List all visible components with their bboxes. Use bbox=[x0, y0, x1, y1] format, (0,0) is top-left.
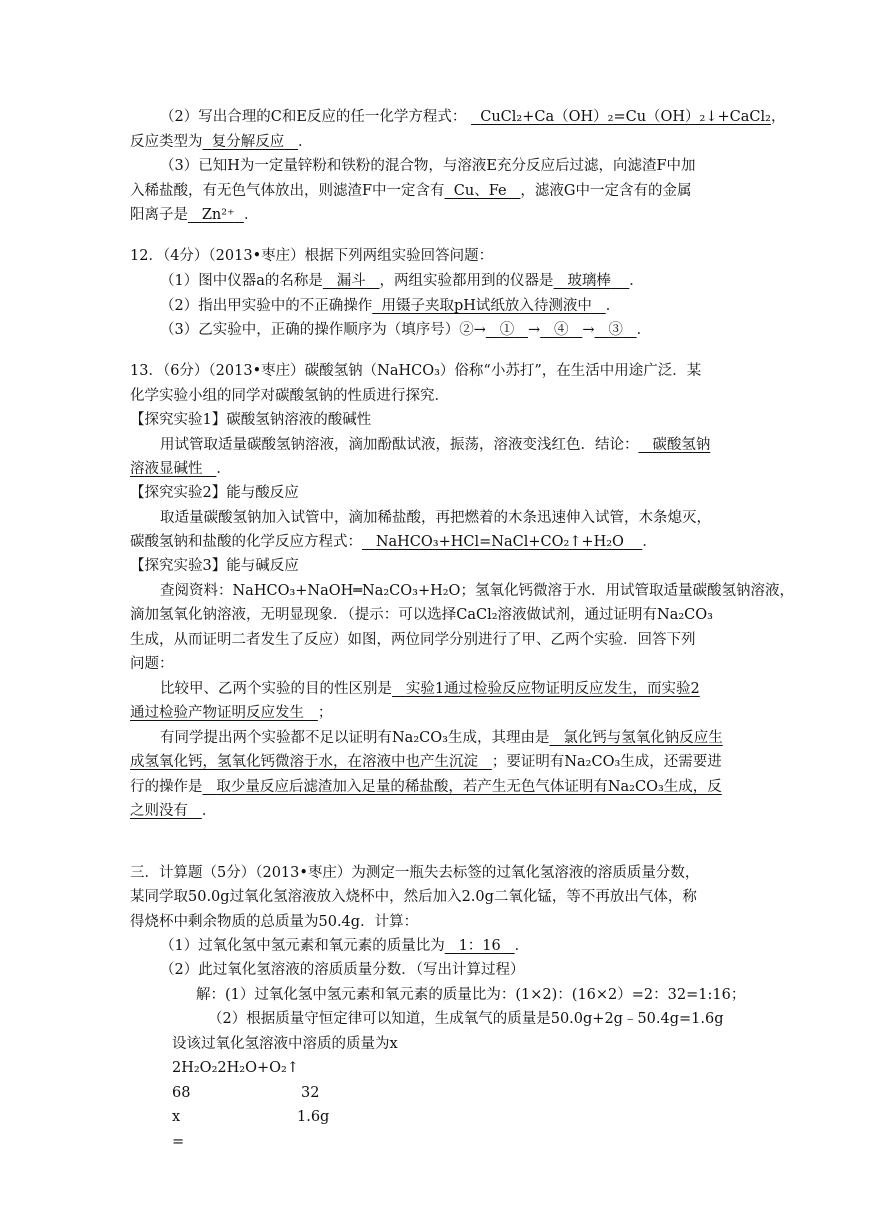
q12-l1-answer1 bbox=[323, 273, 380, 289]
q13-compare-answer-b-text: 通过检验产物证明反应发生 bbox=[130, 705, 304, 721]
q13-exp3-heading bbox=[130, 554, 299, 578]
calc-q1-end: ． bbox=[514, 938, 530, 954]
q12-l1-answer2-text: 玻璃棒 bbox=[567, 273, 611, 289]
q13-exp2-line1 bbox=[160, 506, 711, 530]
q13-why-answer-c-text: 取少量反应后滤渣加入足量的稀盐酸，若产生无色气体证明有Na₂CO₃生成，反 bbox=[216, 779, 722, 795]
q12-l1-end: ． bbox=[629, 273, 644, 289]
q12-l1-answer2 bbox=[554, 273, 630, 289]
q13-exp2-end: ． bbox=[642, 534, 657, 550]
calc-equation bbox=[172, 1056, 299, 1080]
calc-ratio-row1 bbox=[172, 1081, 190, 1105]
q13-exp1-text: 用试管取适量碳酸氢钠溶液，滴加酚酞试液，振荡，溶液变浅红色．结论： bbox=[160, 437, 639, 453]
q13-why-answer-a bbox=[549, 730, 722, 746]
q13-exp3-text-b: 滴加氢氧化钠溶液，无明显现象．（提示：可以选择CaCl₂溶液做试剂，通过证明有Na₂CO₃ bbox=[130, 607, 713, 623]
q12-l3-answer1-text: ① bbox=[499, 322, 515, 338]
q12-l1-text-b: ，两组实验都用到的仪器是 bbox=[379, 273, 554, 289]
q13-exp3-line3 bbox=[130, 628, 696, 652]
q13-exp2-answer-text: NaHCO₃+HCl=NaCl+CO₂↑+H₂O bbox=[375, 534, 624, 550]
q13-exp1-heading-text: 【探究实验1】碳酸氢钠溶液的酸碱性 bbox=[130, 412, 372, 428]
q13-title-text-a: 13．（6分）（2013•枣庄）碳酸氢钠（NaHCO₃）俗称“小苏打”，在生活中用途广泛．某 bbox=[130, 363, 702, 379]
calc-q1 bbox=[160, 934, 529, 958]
q11-part2-answer bbox=[471, 109, 771, 125]
q13-why-line2 bbox=[130, 750, 722, 774]
q13-compare-text: 比较甲、乙两个实验的目的性区别是 bbox=[160, 681, 392, 697]
calc-ratio-row1-b bbox=[301, 1081, 319, 1105]
calc-equals-sign: = bbox=[172, 1134, 185, 1150]
q11-reaction-type-answer-text: 复分解反应 bbox=[211, 134, 285, 150]
calc-q1-answer-text: 1：16 bbox=[458, 938, 501, 954]
q13-why-answer-d-text: 之则没有 bbox=[130, 803, 188, 819]
q12-l3-answer3-text: ③ bbox=[608, 322, 623, 338]
q11-part3-text-c: 阳离子是 bbox=[130, 207, 188, 223]
q13-exp3-line1 bbox=[160, 579, 794, 603]
q13-why-end: ． bbox=[201, 803, 217, 819]
calc-title-text-a: 三．计算题（5分）（2013•枣庄）为测定一瓶失去标签的过氧化氢溶液的溶质质量分数， bbox=[130, 865, 700, 881]
calc-q2-text: （2）此过氧化氢溶液的溶质质量分数．（写出计算过程） bbox=[160, 962, 525, 978]
q13-exp1-answer-a-text: 碳酸氢钠 bbox=[652, 437, 711, 453]
q13-title-line2 bbox=[130, 384, 449, 408]
q11-reaction-type-end: ． bbox=[298, 134, 313, 150]
q11-residue-answer bbox=[445, 183, 521, 199]
q13-exp2-heading bbox=[130, 481, 299, 505]
q13-compare-answer-a-text: 实验1通过检验反应物证明反应发生，而实验2 bbox=[405, 681, 700, 697]
q13-exp2-text-b: 碳酸氢钠和盐酸的化学反应方程式： bbox=[130, 534, 362, 550]
calc-ratio-row2 bbox=[172, 1105, 180, 1129]
q12-title bbox=[130, 244, 493, 268]
q13-exp1-line1 bbox=[160, 433, 710, 457]
q13-why-line4 bbox=[130, 799, 216, 823]
calc-title-line2 bbox=[130, 885, 697, 909]
q13-why-text-b: ；要证明有Na₂CO₃生成，还需要进 bbox=[491, 754, 722, 770]
q12-l2-text: （2）指出甲实验中的不正确操作 bbox=[160, 298, 373, 314]
q11-part3-text-c-end: ． bbox=[243, 207, 259, 223]
q13-exp3-heading-text: 【探究实验3】能与碱反应 bbox=[130, 558, 299, 574]
calc-title-line1 bbox=[130, 861, 699, 885]
calc-ratio-1-6g: 1.6g bbox=[297, 1109, 330, 1125]
q11-cation-answer bbox=[188, 207, 244, 223]
q11-reaction-type-answer bbox=[203, 134, 299, 150]
q13-title-line1 bbox=[130, 359, 701, 383]
q12-l3-answer1 bbox=[486, 322, 528, 338]
q11-part2-line2 bbox=[130, 130, 313, 154]
q13-exp2-answer bbox=[362, 534, 642, 550]
q13-why-line1 bbox=[160, 726, 723, 750]
calc-q1-text: （1）过氧化氢中氢元素和氧元素的质量比为 bbox=[160, 938, 445, 954]
calc-title-line3 bbox=[130, 910, 418, 934]
q11-part3-text-a: （3）已知H为一定量锌粉和铁粉的混合物，与溶液E充分反应后过滤，向滤渣F中加 bbox=[160, 158, 696, 174]
calc-equation-text: 2H₂O₂2H₂O+O₂↑ bbox=[172, 1060, 299, 1076]
q13-compare-end: ； bbox=[317, 705, 333, 721]
q12-l3-text: （3）乙实验中，正确的操作顺序为（填序号）②→ bbox=[160, 322, 486, 338]
calc-title-text-b: 某同学取50.0g过氧化氢溶液放入烧杯中，然后加入2.0g二氧化锰，等不再放出气体，称 bbox=[130, 889, 697, 905]
q12-l3-answer2-text: ④ bbox=[554, 322, 569, 338]
q11-part3-text-b-end: ，滤液G中一定含有的金属 bbox=[520, 183, 692, 199]
calc-ratio-68: 68 bbox=[172, 1085, 191, 1101]
q11-residue-answer-text: Cu、Fe bbox=[453, 183, 507, 199]
q11-part2-end: ， bbox=[770, 109, 786, 125]
q13-why-text-c: 行的操作是 bbox=[130, 779, 203, 795]
calc-equals-row bbox=[172, 1130, 184, 1154]
q13-why-answer-d bbox=[130, 803, 202, 819]
q13-compare-line1 bbox=[160, 677, 700, 701]
calc-ratio-row2-b bbox=[297, 1105, 329, 1129]
calc-solution-text-2: （2）根据质量守恒定律可以知道，生成氧气的质量是50.0g+2g﹣50.4g=1.6g bbox=[208, 1011, 724, 1027]
q13-exp1-answer-b bbox=[130, 461, 216, 477]
q12-l3-arrow1: → bbox=[528, 322, 541, 338]
q12-l2-answer-text: 用镊子夹取pH试纸放入待测液中 bbox=[381, 298, 592, 314]
q11-part3-text-b: 入稀盐酸，有无色气体放出，则滤渣F中一定含有 bbox=[130, 183, 445, 199]
q13-why-answer-a-text: 氯化钙与氢氧化钠反应生 bbox=[563, 730, 723, 746]
q11-part3-line2 bbox=[130, 179, 692, 203]
q13-compare-answer-b bbox=[130, 705, 318, 721]
calc-q2 bbox=[160, 958, 524, 982]
calc-title-text-c: 得烧杯中剩余物质的总质量为50.4g．计算： bbox=[130, 914, 419, 930]
q13-why-answer-b-text: 成氢氧化钙，氢氧化钙微溶于水，在溶液中也产生沉淀 bbox=[130, 754, 478, 770]
calc-ratio-32: 32 bbox=[301, 1085, 320, 1101]
q13-exp1-end: ． bbox=[216, 461, 231, 477]
calc-solution-text-1: 解：(1）过氧化氢中氢元素和氧元素的质量比为：(1×2)：(16×2）=2：32=1:16； bbox=[196, 987, 746, 1003]
q12-l1-text-a: （1）图中仪器a的名称是 bbox=[160, 273, 323, 289]
q13-exp3-text-d: 问题： bbox=[130, 656, 174, 672]
calc-solution-line1 bbox=[196, 983, 745, 1007]
calc-solution-line2 bbox=[208, 1007, 724, 1031]
q12-l3-end: ． bbox=[636, 322, 652, 338]
q13-exp1-line2 bbox=[130, 457, 231, 481]
q13-why-answer-b bbox=[130, 754, 492, 770]
q13-exp2-heading-text: 【探究实验2】能与酸反应 bbox=[130, 485, 299, 501]
q12-l2-answer bbox=[372, 298, 605, 314]
calc-solution-line3 bbox=[172, 1032, 398, 1056]
q13-exp1-answer-a bbox=[639, 437, 711, 453]
q13-why-answer-c bbox=[203, 779, 722, 795]
q13-exp3-line2 bbox=[130, 603, 713, 627]
q12-l2-end: ． bbox=[605, 298, 621, 314]
q11-cation-answer-text: Zn²⁺ bbox=[201, 207, 235, 223]
q13-compare-answer-a bbox=[392, 681, 700, 697]
q12-line1 bbox=[160, 269, 644, 293]
q12-l3-arrow2: → bbox=[582, 322, 595, 338]
q11-reaction-type-label: 反应类型为 bbox=[130, 134, 203, 150]
q12-l3-answer3 bbox=[595, 322, 637, 338]
q12-l1-answer1-text: 漏斗 bbox=[336, 273, 366, 289]
q13-exp3-text-c: 生成，从而证明二者发生了反应）如图，两位同学分别进行了甲、乙两个实验．回答下列 bbox=[130, 632, 696, 648]
q12-l3-answer2 bbox=[540, 322, 582, 338]
q12-line3 bbox=[160, 318, 651, 342]
q13-exp1-answer-b-text: 溶液显碱性 bbox=[130, 461, 203, 477]
q11-part2-line1 bbox=[160, 105, 785, 129]
q11-part3-line1 bbox=[160, 154, 696, 178]
calc-solution-text-3: 设该过氧化氢溶液中溶质的质量为x bbox=[172, 1036, 398, 1052]
q13-why-text-a: 有同学提出两个实验都不足以证明有Na₂CO₃生成，其理由是 bbox=[160, 730, 550, 746]
q11-part2-text: （2）写出合理的C和E反应的任一化学方程式： bbox=[160, 109, 467, 125]
q12-line2 bbox=[160, 294, 620, 318]
q13-compare-line2 bbox=[130, 701, 332, 725]
q13-exp2-text-a: 取适量碳酸氢钠加入试管中，滴加稀盐酸，再把燃着的木条迅速伸入试管，木条熄灭， bbox=[160, 510, 711, 526]
calc-ratio-x: x bbox=[172, 1109, 181, 1125]
q13-why-line3 bbox=[130, 775, 722, 799]
q13-exp3-line4 bbox=[130, 652, 174, 676]
q13-exp2-line2 bbox=[130, 530, 657, 554]
q13-exp1-heading bbox=[130, 408, 371, 432]
q11-part2-answer-text: CuCl₂+Ca（OH）₂=Cu（OH）₂↓+CaCl₂ bbox=[480, 109, 771, 125]
q12-title-text: 12．（4分）（2013•枣庄）根据下列两组实验回答问题： bbox=[130, 248, 494, 264]
q13-title-text-b: 化学实验小组的同学对碳酸氢钠的性质进行探究． bbox=[130, 388, 449, 404]
q11-part3-line3 bbox=[130, 203, 258, 227]
q13-exp3-text-a: 查阅资料：NaHCO₃+NaOH═Na₂CO₃+H₂O；氢氧化钙微溶于水．用试管取适量碳酸氢钠溶液， bbox=[160, 583, 794, 599]
calc-q1-answer bbox=[445, 938, 515, 954]
